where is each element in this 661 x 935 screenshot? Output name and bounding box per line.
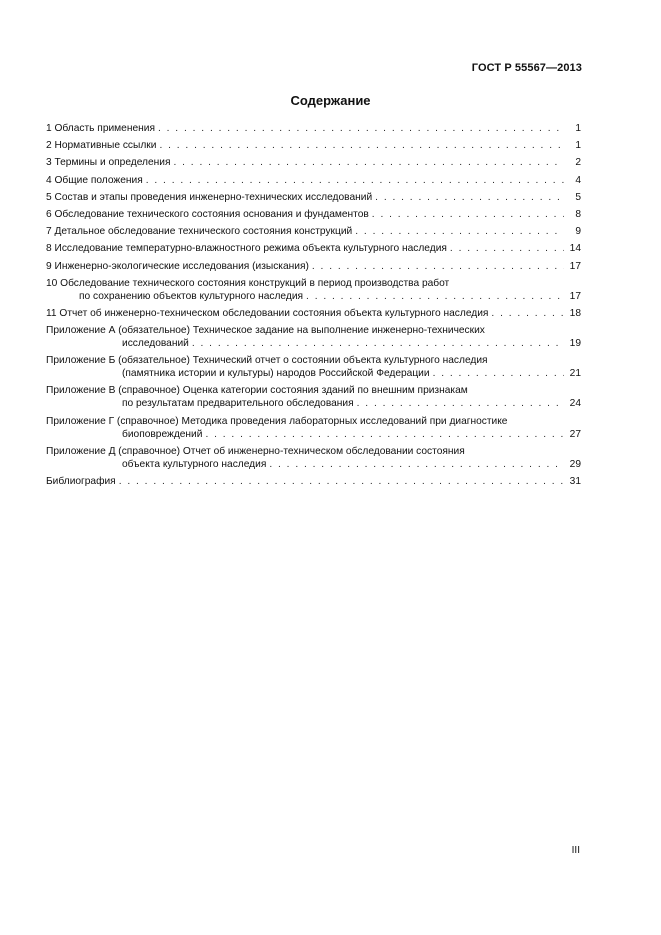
toc-entry-text: по результатам предварительного обследования xyxy=(122,398,354,410)
table-of-contents xyxy=(46,122,581,492)
toc-page-number: 21 xyxy=(569,368,581,380)
toc-page-number: 24 xyxy=(569,398,581,410)
toc-entry-text: 11 Отчет об инженерно-техническом обследовании состояния объекта культурного наследия xyxy=(46,307,489,319)
dot-leader xyxy=(119,475,564,488)
toc-entry[interactable] xyxy=(46,156,581,169)
toc-entry-text: 10 Обследование технического состояния конструкций в период производства работ xyxy=(46,277,450,289)
toc-entry[interactable] xyxy=(46,225,581,238)
toc-entry[interactable] xyxy=(46,307,581,320)
toc-entry[interactable] xyxy=(46,260,581,273)
toc-entry-text: Приложение Г (справочное) Методика проведения лабораторных исследований при диагностике xyxy=(46,415,508,427)
dot-leader xyxy=(375,191,564,204)
toc-entry[interactable] xyxy=(46,324,581,350)
toc-entry-text: объекта культурного наследия xyxy=(122,458,267,470)
dot-leader xyxy=(357,397,564,410)
toc-page-number: 17 xyxy=(569,290,581,302)
dot-leader xyxy=(450,242,564,255)
toc-page-number: 29 xyxy=(569,458,581,470)
toc-page-number: 18 xyxy=(569,307,581,319)
toc-entry[interactable] xyxy=(46,174,581,187)
dot-leader xyxy=(491,307,564,320)
toc-entry[interactable] xyxy=(46,415,581,441)
toc-entry-text: Приложение А (обязательное) Техническое задание на выполнение инженерно-технических xyxy=(46,325,485,337)
toc-entry-text: исследований xyxy=(122,338,189,350)
document-code: ГОСТ Р 55567—2013 xyxy=(471,62,582,74)
page-number: III xyxy=(571,845,580,856)
toc-page-number: 1 xyxy=(575,123,581,134)
toc-page-number: 4 xyxy=(575,174,581,186)
toc-entry[interactable] xyxy=(46,242,581,255)
toc-entry-text: Приложение Б (обязательное) Технический отчет о состоянии объекта культурного наследия xyxy=(46,355,488,367)
toc-entry[interactable] xyxy=(46,354,581,380)
toc-entry-text: 8 Исследование температурно-влажностного режима объекта культурного наследия xyxy=(46,243,447,255)
toc-entry-text: (памятника истории и культуры) народов Российской Федерации xyxy=(122,368,430,380)
dot-leader xyxy=(173,156,564,169)
dot-leader xyxy=(159,139,564,152)
toc-page-number: 1 xyxy=(575,140,581,152)
dot-leader xyxy=(205,428,564,441)
toc-page-number: 19 xyxy=(569,338,581,350)
toc-page-number: 9 xyxy=(575,226,581,238)
dot-leader xyxy=(312,260,564,273)
dot-leader xyxy=(372,208,564,221)
toc-entry[interactable] xyxy=(46,277,581,303)
toc-entry-text: 2 Нормативные ссылки xyxy=(46,140,157,152)
dot-leader xyxy=(192,337,564,350)
toc-entry[interactable] xyxy=(46,208,581,221)
toc-entry-text: по сохранению объектов культурного наследия xyxy=(79,290,304,302)
toc-page-number: 14 xyxy=(569,243,581,255)
toc-entry-text: 4 Общие положения xyxy=(46,174,143,186)
toc-page-number: 2 xyxy=(575,157,581,169)
toc-entry-text: Приложение В (справочное) Оценка категории состояния зданий по внешним признакам xyxy=(46,385,468,397)
toc-entry-text: 6 Обследование технического состояния основания и фундаментов xyxy=(46,208,369,220)
toc-page-number: 5 xyxy=(575,191,581,203)
toc-entry-text: 9 Инженерно-экологические исследования (изыскания) xyxy=(46,260,309,272)
toc-page-number: 27 xyxy=(569,428,581,440)
toc-entry-text: 5 Состав и этапы проведения инженерно-технических исследований xyxy=(46,191,373,203)
toc-entry[interactable] xyxy=(46,384,581,410)
toc-page-number: 8 xyxy=(575,208,581,220)
toc-entry-text: Приложение Д (справочное) Отчет об инженерно-техническом обследовании состояния xyxy=(46,445,465,457)
toc-entry[interactable] xyxy=(46,191,581,204)
toc-page-number: 17 xyxy=(569,260,581,272)
toc-entry[interactable] xyxy=(46,139,581,152)
toc-entry-text: 3 Термины и определения xyxy=(46,157,171,169)
toc-page-number: 31 xyxy=(569,476,581,487)
dot-leader xyxy=(146,174,564,187)
dot-leader xyxy=(158,122,564,135)
toc-entry-text: биоповреждений xyxy=(122,428,203,440)
toc-entry[interactable] xyxy=(46,445,581,471)
dot-leader xyxy=(433,367,564,380)
toc-entry[interactable] xyxy=(46,475,581,488)
dot-leader xyxy=(355,225,564,238)
toc-entry-text: Библиография xyxy=(46,476,116,487)
toc-title: Содержание xyxy=(290,93,371,108)
toc-entry-text: 7 Детальное обследование технического состояния конструкций xyxy=(46,226,353,238)
dot-leader xyxy=(306,290,564,303)
toc-entry-text: 1 Область применения xyxy=(46,123,155,134)
toc-entry[interactable] xyxy=(46,122,581,135)
dot-leader xyxy=(269,458,564,471)
